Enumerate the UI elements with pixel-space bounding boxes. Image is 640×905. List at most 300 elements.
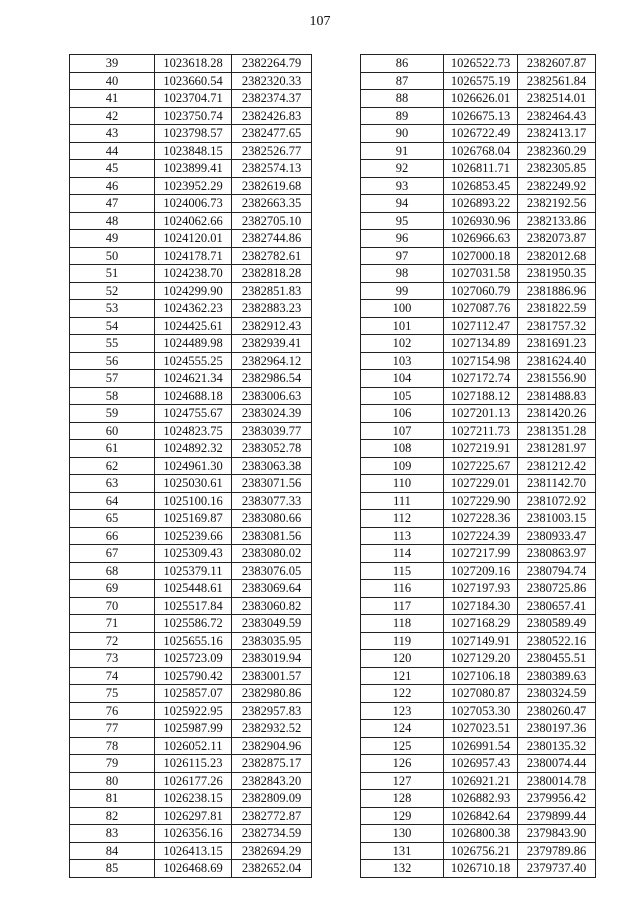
y-coordinate-cell: 2380522.16 <box>518 632 596 650</box>
table-row <box>70 562 312 580</box>
y-coordinate-cell: 2380725.86 <box>518 580 596 598</box>
point-number-cell: 52 <box>70 282 155 300</box>
x-coordinate-cell: 1026811.71 <box>444 160 518 178</box>
point-number-cell: 117 <box>361 597 444 615</box>
x-coordinate-cell: 1025309.43 <box>155 545 232 563</box>
y-coordinate-cell: 2383024.39 <box>232 405 312 423</box>
y-coordinate-cell: 2382360.29 <box>518 142 596 160</box>
y-coordinate-cell: 2382477.65 <box>232 125 312 143</box>
point-number-cell: 78 <box>70 737 155 755</box>
x-coordinate-cell: 1024006.73 <box>155 195 232 213</box>
x-coordinate-cell: 1027149.91 <box>444 632 518 650</box>
x-coordinate-cell: 1027217.99 <box>444 545 518 563</box>
y-coordinate-cell: 2382561.84 <box>518 72 596 90</box>
y-coordinate-cell: 2380260.47 <box>518 702 596 720</box>
x-coordinate-cell: 1024823.75 <box>155 422 232 440</box>
table-row <box>70 510 312 528</box>
x-coordinate-cell: 1026052.11 <box>155 737 232 755</box>
x-coordinate-cell: 1023704.71 <box>155 90 232 108</box>
y-coordinate-cell: 2382619.68 <box>232 177 312 195</box>
x-coordinate-cell: 1026921.21 <box>444 772 518 790</box>
table-row <box>361 772 596 790</box>
point-number-cell: 60 <box>70 422 155 440</box>
y-coordinate-cell: 2383039.77 <box>232 422 312 440</box>
point-number-cell: 42 <box>70 107 155 125</box>
table-row <box>361 212 596 230</box>
point-number-cell: 50 <box>70 247 155 265</box>
y-coordinate-cell: 2382705.10 <box>232 212 312 230</box>
point-number-cell: 44 <box>70 142 155 160</box>
y-coordinate-cell: 2383001.57 <box>232 667 312 685</box>
point-number-cell: 73 <box>70 650 155 668</box>
x-coordinate-cell: 1026575.19 <box>444 72 518 90</box>
point-number-cell: 65 <box>70 510 155 528</box>
point-number-cell: 70 <box>70 597 155 615</box>
x-coordinate-cell: 1026853.45 <box>444 177 518 195</box>
y-coordinate-cell: 2383080.02 <box>232 545 312 563</box>
point-number-cell: 54 <box>70 317 155 335</box>
table-row <box>361 457 596 475</box>
point-number-cell: 118 <box>361 615 444 633</box>
x-coordinate-cell: 1025922.95 <box>155 702 232 720</box>
point-number-cell: 84 <box>70 842 155 860</box>
x-coordinate-cell: 1025655.16 <box>155 632 232 650</box>
y-coordinate-cell: 2382883.23 <box>232 300 312 318</box>
table-row <box>361 580 596 598</box>
table-row <box>361 510 596 528</box>
point-number-cell: 101 <box>361 317 444 335</box>
point-number-cell: 51 <box>70 265 155 283</box>
table-row <box>70 387 312 405</box>
table-row <box>70 685 312 703</box>
x-coordinate-cell: 1024362.23 <box>155 300 232 318</box>
x-coordinate-cell: 1026468.69 <box>155 860 232 878</box>
x-coordinate-cell: 1027219.91 <box>444 440 518 458</box>
x-coordinate-cell: 1024892.32 <box>155 440 232 458</box>
table-row <box>361 55 596 73</box>
point-number-cell: 89 <box>361 107 444 125</box>
point-number-cell: 53 <box>70 300 155 318</box>
x-coordinate-cell: 1026115.23 <box>155 755 232 773</box>
y-coordinate-cell: 2380794.74 <box>518 562 596 580</box>
point-number-cell: 107 <box>361 422 444 440</box>
x-coordinate-cell: 1027228.36 <box>444 510 518 528</box>
y-coordinate-cell: 2381822.59 <box>518 300 596 318</box>
y-coordinate-cell: 2381950.35 <box>518 265 596 283</box>
x-coordinate-cell: 1027080.87 <box>444 685 518 703</box>
y-coordinate-cell: 2381072.92 <box>518 492 596 510</box>
table-row <box>70 615 312 633</box>
point-number-cell: 106 <box>361 405 444 423</box>
y-coordinate-cell: 2379737.40 <box>518 860 596 878</box>
table-row <box>361 702 596 720</box>
point-number-cell: 59 <box>70 405 155 423</box>
table-row <box>361 317 596 335</box>
y-coordinate-cell: 2382843.20 <box>232 772 312 790</box>
point-number-cell: 112 <box>361 510 444 528</box>
y-coordinate-cell: 2383019.94 <box>232 650 312 668</box>
table-row <box>70 842 312 860</box>
y-coordinate-cell: 2381757.32 <box>518 317 596 335</box>
table-row <box>70 790 312 808</box>
point-number-cell: 98 <box>361 265 444 283</box>
x-coordinate-cell: 1026626.01 <box>444 90 518 108</box>
point-number-cell: 85 <box>70 860 155 878</box>
y-coordinate-cell: 2382932.52 <box>232 720 312 738</box>
x-coordinate-cell: 1023848.15 <box>155 142 232 160</box>
table-row <box>70 737 312 755</box>
y-coordinate-cell: 2380455.51 <box>518 650 596 668</box>
x-coordinate-cell: 1026177.26 <box>155 772 232 790</box>
table-row <box>70 580 312 598</box>
table-body-right <box>361 55 596 878</box>
point-number-cell: 124 <box>361 720 444 738</box>
y-coordinate-cell: 2382939.41 <box>232 335 312 353</box>
y-coordinate-cell: 2382694.29 <box>232 842 312 860</box>
table-row <box>70 195 312 213</box>
y-coordinate-cell: 2382851.83 <box>232 282 312 300</box>
point-number-cell: 45 <box>70 160 155 178</box>
table-row <box>70 772 312 790</box>
y-coordinate-cell: 2382875.17 <box>232 755 312 773</box>
y-coordinate-cell: 2382305.85 <box>518 160 596 178</box>
point-number-cell: 113 <box>361 527 444 545</box>
point-number-cell: 114 <box>361 545 444 563</box>
table-row <box>70 265 312 283</box>
point-number-cell: 86 <box>361 55 444 73</box>
table-row <box>70 72 312 90</box>
point-number-cell: 121 <box>361 667 444 685</box>
table-row <box>70 720 312 738</box>
table-row <box>361 90 596 108</box>
point-number-cell: 82 <box>70 807 155 825</box>
point-number-cell: 90 <box>361 125 444 143</box>
table-row <box>361 825 596 843</box>
y-coordinate-cell: 2380657.41 <box>518 597 596 615</box>
y-coordinate-cell: 2382464.43 <box>518 107 596 125</box>
x-coordinate-cell: 1027229.90 <box>444 492 518 510</box>
table-row <box>70 317 312 335</box>
x-coordinate-cell: 1025517.84 <box>155 597 232 615</box>
x-coordinate-cell: 1026356.16 <box>155 825 232 843</box>
table-row <box>361 650 596 668</box>
x-coordinate-cell: 1027134.89 <box>444 335 518 353</box>
x-coordinate-cell: 1026842.64 <box>444 807 518 825</box>
table-row <box>361 230 596 248</box>
x-coordinate-cell: 1027224.39 <box>444 527 518 545</box>
y-coordinate-cell: 2383052.78 <box>232 440 312 458</box>
y-coordinate-cell: 2383060.82 <box>232 597 312 615</box>
x-coordinate-cell: 1024120.01 <box>155 230 232 248</box>
table-row <box>361 562 596 580</box>
point-number-cell: 110 <box>361 475 444 493</box>
point-number-cell: 131 <box>361 842 444 860</box>
y-coordinate-cell: 2383006.63 <box>232 387 312 405</box>
point-number-cell: 92 <box>361 160 444 178</box>
x-coordinate-cell: 1025790.42 <box>155 667 232 685</box>
y-coordinate-cell: 2382986.54 <box>232 370 312 388</box>
point-number-cell: 100 <box>361 300 444 318</box>
y-coordinate-cell: 2380074.44 <box>518 755 596 773</box>
table-row <box>361 615 596 633</box>
table-row <box>361 335 596 353</box>
x-coordinate-cell: 1024062.66 <box>155 212 232 230</box>
table-row <box>70 247 312 265</box>
coordinates-table-left <box>69 54 312 878</box>
y-coordinate-cell: 2382320.33 <box>232 72 312 90</box>
point-number-cell: 62 <box>70 457 155 475</box>
y-coordinate-cell: 2379843.90 <box>518 825 596 843</box>
table-row <box>70 650 312 668</box>
point-number-cell: 96 <box>361 230 444 248</box>
y-coordinate-cell: 2382413.17 <box>518 125 596 143</box>
table-row <box>361 755 596 773</box>
point-number-cell: 49 <box>70 230 155 248</box>
table-row <box>70 492 312 510</box>
x-coordinate-cell: 1026893.22 <box>444 195 518 213</box>
y-coordinate-cell: 2381691.23 <box>518 335 596 353</box>
point-number-cell: 119 <box>361 632 444 650</box>
point-number-cell: 116 <box>361 580 444 598</box>
table-row <box>70 597 312 615</box>
x-coordinate-cell: 1027129.20 <box>444 650 518 668</box>
table-row <box>70 142 312 160</box>
point-number-cell: 130 <box>361 825 444 843</box>
x-coordinate-cell: 1023660.54 <box>155 72 232 90</box>
table-row <box>70 702 312 720</box>
table-row <box>70 370 312 388</box>
point-number-cell: 126 <box>361 755 444 773</box>
point-number-cell: 39 <box>70 55 155 73</box>
x-coordinate-cell: 1026722.49 <box>444 125 518 143</box>
x-coordinate-cell: 1026957.43 <box>444 755 518 773</box>
y-coordinate-cell: 2382772.87 <box>232 807 312 825</box>
point-number-cell: 128 <box>361 790 444 808</box>
table-body-left <box>70 55 312 878</box>
y-coordinate-cell: 2382957.83 <box>232 702 312 720</box>
x-coordinate-cell: 1027112.47 <box>444 317 518 335</box>
x-coordinate-cell: 1027000.18 <box>444 247 518 265</box>
table-row <box>361 842 596 860</box>
y-coordinate-cell: 2381142.70 <box>518 475 596 493</box>
point-number-cell: 80 <box>70 772 155 790</box>
point-number-cell: 83 <box>70 825 155 843</box>
point-number-cell: 111 <box>361 492 444 510</box>
y-coordinate-cell: 2380135.32 <box>518 737 596 755</box>
table-row <box>70 667 312 685</box>
x-coordinate-cell: 1025100.16 <box>155 492 232 510</box>
x-coordinate-cell: 1025586.72 <box>155 615 232 633</box>
x-coordinate-cell: 1025723.09 <box>155 650 232 668</box>
table-row <box>70 440 312 458</box>
x-coordinate-cell: 1026413.15 <box>155 842 232 860</box>
point-number-cell: 79 <box>70 755 155 773</box>
y-coordinate-cell: 2380197.36 <box>518 720 596 738</box>
y-coordinate-cell: 2381281.97 <box>518 440 596 458</box>
y-coordinate-cell: 2381003.15 <box>518 510 596 528</box>
y-coordinate-cell: 2383077.33 <box>232 492 312 510</box>
table-row <box>70 457 312 475</box>
point-number-cell: 105 <box>361 387 444 405</box>
point-number-cell: 61 <box>70 440 155 458</box>
x-coordinate-cell: 1025239.66 <box>155 527 232 545</box>
y-coordinate-cell: 2381420.26 <box>518 405 596 423</box>
y-coordinate-cell: 2382809.09 <box>232 790 312 808</box>
x-coordinate-cell: 1026710.18 <box>444 860 518 878</box>
point-number-cell: 122 <box>361 685 444 703</box>
x-coordinate-cell: 1027106.18 <box>444 667 518 685</box>
x-coordinate-cell: 1027087.76 <box>444 300 518 318</box>
x-coordinate-cell: 1024688.18 <box>155 387 232 405</box>
x-coordinate-cell: 1027209.16 <box>444 562 518 580</box>
point-number-cell: 48 <box>70 212 155 230</box>
x-coordinate-cell: 1025448.61 <box>155 580 232 598</box>
x-coordinate-cell: 1023618.28 <box>155 55 232 73</box>
y-coordinate-cell: 2381488.83 <box>518 387 596 405</box>
table-row <box>361 300 596 318</box>
y-coordinate-cell: 2382514.01 <box>518 90 596 108</box>
x-coordinate-cell: 1024755.67 <box>155 405 232 423</box>
point-number-cell: 103 <box>361 352 444 370</box>
y-coordinate-cell: 2383063.38 <box>232 457 312 475</box>
x-coordinate-cell: 1026238.15 <box>155 790 232 808</box>
table-row <box>361 422 596 440</box>
y-coordinate-cell: 2382133.86 <box>518 212 596 230</box>
point-number-cell: 57 <box>70 370 155 388</box>
x-coordinate-cell: 1026966.63 <box>444 230 518 248</box>
y-coordinate-cell: 2381886.96 <box>518 282 596 300</box>
y-coordinate-cell: 2382964.12 <box>232 352 312 370</box>
table-row <box>361 387 596 405</box>
y-coordinate-cell: 2379789.86 <box>518 842 596 860</box>
x-coordinate-cell: 1024621.34 <box>155 370 232 388</box>
table-row <box>361 282 596 300</box>
point-number-cell: 115 <box>361 562 444 580</box>
y-coordinate-cell: 2381351.28 <box>518 422 596 440</box>
table-row <box>361 177 596 195</box>
point-number-cell: 41 <box>70 90 155 108</box>
y-coordinate-cell: 2380389.63 <box>518 667 596 685</box>
x-coordinate-cell: 1024425.61 <box>155 317 232 335</box>
x-coordinate-cell: 1027225.67 <box>444 457 518 475</box>
table-row <box>70 160 312 178</box>
x-coordinate-cell: 1026882.93 <box>444 790 518 808</box>
table-row <box>361 405 596 423</box>
table-row <box>70 860 312 878</box>
point-number-cell: 63 <box>70 475 155 493</box>
table-row <box>70 90 312 108</box>
x-coordinate-cell: 1027229.01 <box>444 475 518 493</box>
y-coordinate-cell: 2382249.92 <box>518 177 596 195</box>
table-row <box>70 545 312 563</box>
y-coordinate-cell: 2382574.13 <box>232 160 312 178</box>
x-coordinate-cell: 1027060.79 <box>444 282 518 300</box>
x-coordinate-cell: 1024238.70 <box>155 265 232 283</box>
x-coordinate-cell: 1025030.61 <box>155 475 232 493</box>
x-coordinate-cell: 1026522.73 <box>444 55 518 73</box>
x-coordinate-cell: 1027197.93 <box>444 580 518 598</box>
point-number-cell: 55 <box>70 335 155 353</box>
point-number-cell: 88 <box>361 90 444 108</box>
table-row <box>361 720 596 738</box>
y-coordinate-cell: 2382192.56 <box>518 195 596 213</box>
x-coordinate-cell: 1027184.30 <box>444 597 518 615</box>
x-coordinate-cell: 1027053.30 <box>444 702 518 720</box>
point-number-cell: 58 <box>70 387 155 405</box>
table-row <box>70 807 312 825</box>
y-coordinate-cell: 2383049.59 <box>232 615 312 633</box>
table-row <box>361 72 596 90</box>
x-coordinate-cell: 1026756.21 <box>444 842 518 860</box>
page-number: 107 <box>309 14 331 29</box>
y-coordinate-cell: 2382652.04 <box>232 860 312 878</box>
table-row <box>361 632 596 650</box>
table-row <box>70 300 312 318</box>
point-number-cell: 47 <box>70 195 155 213</box>
y-coordinate-cell: 2382912.43 <box>232 317 312 335</box>
point-number-cell: 75 <box>70 685 155 703</box>
point-number-cell: 72 <box>70 632 155 650</box>
y-coordinate-cell: 2382818.28 <box>232 265 312 283</box>
point-number-cell: 123 <box>361 702 444 720</box>
y-coordinate-cell: 2382374.37 <box>232 90 312 108</box>
y-coordinate-cell: 2380324.59 <box>518 685 596 703</box>
table-row <box>70 632 312 650</box>
x-coordinate-cell: 1025379.11 <box>155 562 232 580</box>
point-number-cell: 66 <box>70 527 155 545</box>
x-coordinate-cell: 1024299.90 <box>155 282 232 300</box>
x-coordinate-cell: 1027201.13 <box>444 405 518 423</box>
point-number-cell: 87 <box>361 72 444 90</box>
point-number-cell: 93 <box>361 177 444 195</box>
table-row <box>70 282 312 300</box>
x-coordinate-cell: 1026930.96 <box>444 212 518 230</box>
x-coordinate-cell: 1024489.98 <box>155 335 232 353</box>
y-coordinate-cell: 2382264.79 <box>232 55 312 73</box>
y-coordinate-cell: 2383071.56 <box>232 475 312 493</box>
y-coordinate-cell: 2382073.87 <box>518 230 596 248</box>
y-coordinate-cell: 2381624.40 <box>518 352 596 370</box>
y-coordinate-cell: 2383069.64 <box>232 580 312 598</box>
y-coordinate-cell: 2379899.44 <box>518 807 596 825</box>
table-row <box>361 807 596 825</box>
y-coordinate-cell: 2382663.35 <box>232 195 312 213</box>
table-row <box>361 107 596 125</box>
y-coordinate-cell: 2380933.47 <box>518 527 596 545</box>
y-coordinate-cell: 2383076.05 <box>232 562 312 580</box>
point-number-cell: 97 <box>361 247 444 265</box>
table-row <box>361 492 596 510</box>
point-number-cell: 91 <box>361 142 444 160</box>
point-number-cell: 104 <box>361 370 444 388</box>
table-row <box>70 527 312 545</box>
point-number-cell: 108 <box>361 440 444 458</box>
table-row <box>70 352 312 370</box>
y-coordinate-cell: 2380863.97 <box>518 545 596 563</box>
x-coordinate-cell: 1023798.57 <box>155 125 232 143</box>
y-coordinate-cell: 2379956.42 <box>518 790 596 808</box>
table-row <box>70 405 312 423</box>
x-coordinate-cell: 1026800.38 <box>444 825 518 843</box>
table-row <box>70 422 312 440</box>
point-number-cell: 109 <box>361 457 444 475</box>
x-coordinate-cell: 1026991.54 <box>444 737 518 755</box>
x-coordinate-cell: 1024555.25 <box>155 352 232 370</box>
x-coordinate-cell: 1025169.87 <box>155 510 232 528</box>
x-coordinate-cell: 1027168.29 <box>444 615 518 633</box>
y-coordinate-cell: 2382607.87 <box>518 55 596 73</box>
point-number-cell: 95 <box>361 212 444 230</box>
